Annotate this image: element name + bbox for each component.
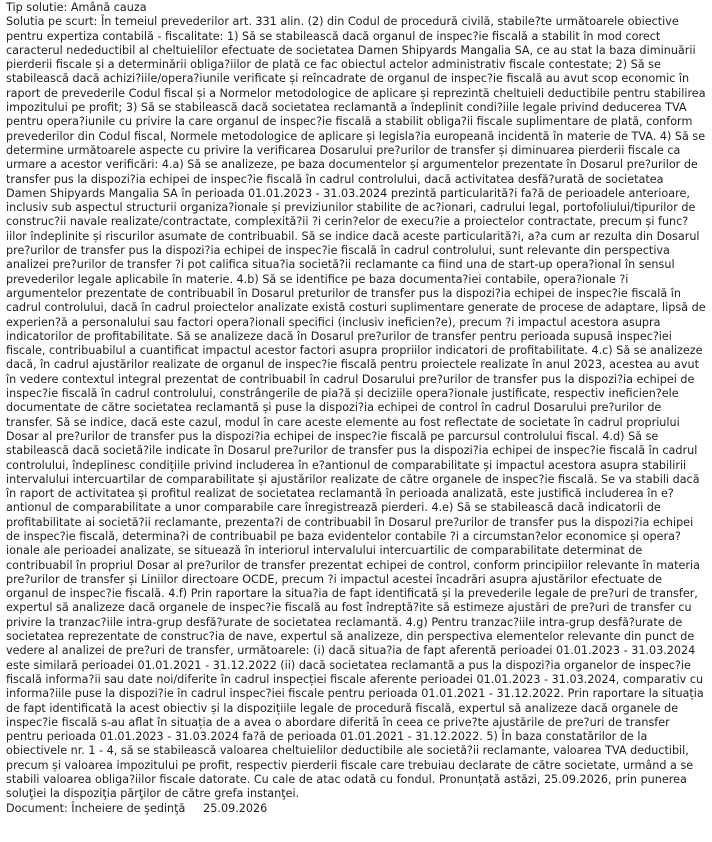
solution-summary: Solutia pe scurt: În temeiul prevederilor art. 331 alin. (2) din Codul de procedură civilă, stabile?te următoarele obiective pentru expertiza contabilă - fiscalitate: 1) Să se stabilească dacă organul de inspec?ie fiscală a stabilit în mod corect caracterul nedeductibil al cheltuielilor efectuate de societatea Damen Shipyards Mangalia SA, ce au stat la baza diminuării pierderii fiscale și a determinării obliga?iilor de plată ce fac obiectul actelor administrativ fiscale contestate; 2) Să se stabilească dacă achizi?iile/opera?iunile verificate și reîncadrate de organul de inspec?ie fiscală au avut scop economic în raport de prevederile Codul fiscal și a Normelor metodologice de aplicare și reprezintă cheltuieli deductibile pentru stabilirea impozitului pe profit; 3) Să se stabilească dacă societatea reclamantă a îndeplinit condi?iile legale privind deducerea TVA pentru opera?iunile cu privire la care organul de inspec?ie fiscală a stabilit obliga?ii fiscale suplimentare de plată, conform prevederilor din Codul fiscal, Normele metodologice de aplicare și legisla?ia europeană incidentă în materie de TVA. 4) Să se determine următoarele aspecte cu privire la verificarea Dosarului pre?urilor de transfer și diminuarea pierderii fiscale ca urmare a acestor verificări: 4.a) Să se analizeze, pe baza documentelor și argumentelor prezentate în Dosarul pre?urilor de transfer pus la dispozi?ia echipei de inspec?ie fiscală în cadrul controlului, dacă activitatea desfă?urată de societatea Damen Shipyards Mangalia SA în perioada 01.01.2023 - 31.03.2024 prezintă particularită?i fa?ă de perioadele anterioare, inclusiv sub aspectul structurii organiza?ionale și previziunilor stabilite de ac?ionari, cadrului legal, portofoliului/tipurilor de construc?ii navale realizate/contractate, complexită?ii ?i cerin?elor de execu?ie a proiectelor contractate, precum și func?iilor îndeplinite și riscurilor asumate de contribuabil. Să se indice dacă aceste particularită?i, a?a cum ar rezulta din Dosarul pre?urilor de transfer pus la dispozi?ia echipei de inspec?ie fiscală în cadrul controlului, sunt relevante din perspectiva analizei pre?urilor de transfer ?i pot califica situa?ia societă?ii reclamante ca fiind una de start-up opera?ional în sensul prevederilor legale aplicabile în materie. 4.b) Să se identifice pe baza documenta?iei contabile, opera?ionale ?i argumentelor prezentate de contribuabil în Dosarul preturilor de transfer pus la dispozi?ia echipei de inspec?ie fiscală în cadrul controlului, dacă în cadrul proiectelor analizate există costuri suplimentare generate de procese de adaptare, lipsă de experien?ă a personalului sau factori opera?ionali specifici (inclusiv ineficien?e), precum ?i impactul acestora asupra indicatorilor de profitabilitate. Să se analizeze dacă în Dosarul pre?urilor de transfer pentru perioada supusă inspec?iei fiscale, contribuabilul a cuantificat impactul acestor factori asupra propriilor indicatori de profitabilitate. 4.c) Să se analizeze dacă, în cadrul ajustărilor realizate de organul de inspec?ie fiscală pentru proiectele realizate în anul 2023, acestea au avut în vedere contextul integral prezentat de contribuabil în cadrul Dosarului pre?urilor de transfer pus la dispozi?ia echipei de inspec?ie fiscală în cadrul controlului, constrângerile de pia?ă și deciziile opera?ionale justificate, respectiv ineficien?ele documentate de către societatea reclamantă și puse la dispozi?ia echipei de control în cadrul Dosarului pre?urilor de transfer. Să se indice, dacă este cazul, modul în care aceste elemente au fost reflectate de societate în cadrul propriului Dosar al pre?urilor de transfer pus la dispozi?ia echipei de inspec?ie fiscală pe parcursul controlului fiscal. 4.d) Să se stabilească dacă societă?ile indicate în Dosarul pre?urilor de transfer pus la dispozi?ia echipei de inspec?ie fiscală în cadrul controlului, îndeplinesc condițiile privind includerea în e?antionul de comparabilitate și impactul acestora asupra stabilirii intervalului intercuartilar de comparabilitate și ajustărilor realizate de către organele de inspec?ie fiscală. Se va stabili dacă în raport de activitatea și profitul realizat de societatea reclamantă în perioada analizată, este justifică includerea în e?antionul de comparabilitate a unor comparabile care înregistrează pierderi. 4.e) Să se stabilească dacă indicatorii de profitabilitate ai societă?ii reclamante, prezenta?i de contribuabil în Dosarul pre?urilor de transfer pus la dispozi?ia echipei de inspec?ie fiscală, determina?i de contribuabil pe baza evidentelor contabile ?i a circumstan?elor economice și opera?ionale ale perioadei analizate, se situează în interiorul intervalului intercuartilic de comparabilitate determinat de contribuabil în propriul Dosar al pre?urilor de transfer prezentat echipei de control, conform principiilor relevante în materia pre?urilor de transfer și Liniilor directoare OCDE, precum ?i impactul acestei încadrări asupra ajustărilor efectuate de organul de inspec?ie fiscală. 4.f) Prin raportare la situa?ia de fapt identificată și la prevederile legale de pre?uri de transfer, expertul să analizeze dacă organele de inspec?ie fiscală au fost îndreptă?ite să estimeze ajustări de pre?uri de transfer cu privire la tranzac?iile intra-grup desfă?urate de societatea reclamantă. 4.g) Pentru tranzac?iile intra-grup desfă?urate de societatea reprezentate de construc?ia de nave, expertul să analizeze, din perspectiva elementelor relevante din punct de vedere al analizei de pre?uri de transfer, următoarele: (i) dacă situa?ia de fapt aferentă perioadei 01.01.2023 - 31.03.2024 este similară perioadei 01.01.2021 - 31.12.2022 (ii) dacă societatea reclamantă a pus la dispozi?ia organelor de inspec?ie fiscală informa?ii sau date noi/diferite în cadrul inspecției fiscale aferente perioadei 01.01.2023 - 31.03.2024, comparativ cu informa?iile puse la dispozi?ie în cadrul inspec?iei fiscale pentru perioada 01.01.2021 - 31.12.2022. Prin raportare la situația de fapt identificată la acest obiectiv și la dispozițiile legale de procedură fiscală, expertul să analizeze dacă organele de inspec?ie fiscală s-au aflat în situația de a avea o abordare diferită în ceea ce prive?te ajustările de pre?uri de transfer pentru perioada 01.01.2023 - 31.03.2024 fa?ă de perioada 01.01.2021 - 31.12.2022. 5) În baza constatărilor de la obiectivele nr. 1 - 4, să se stabilească valoarea cheltuielilor deductibile ale societă?ii reclamante, valoarea TVA deductibil, precum și valoarea impozitului pe profit, respectiv pierderii fiscale care trebuiau declarate de către societate, urmând a se stabili valoarea obliga?iilor fiscale datorate. Cu cale de atac odată cu fondul. Pronunțată astăzi, 25.09.2026, prin punerea soluţiei la dispoziţia părţilor de către grefa instanţei.	[6, 15, 706, 801]
document-type: Document: Încheiere de şedinţă	[6, 801, 186, 815]
solution-type: Tip solutie: Amână cauza	[6, 1, 147, 14]
document-date: 25.09.2026	[203, 801, 268, 815]
document-footer	[6, 802, 707, 816]
